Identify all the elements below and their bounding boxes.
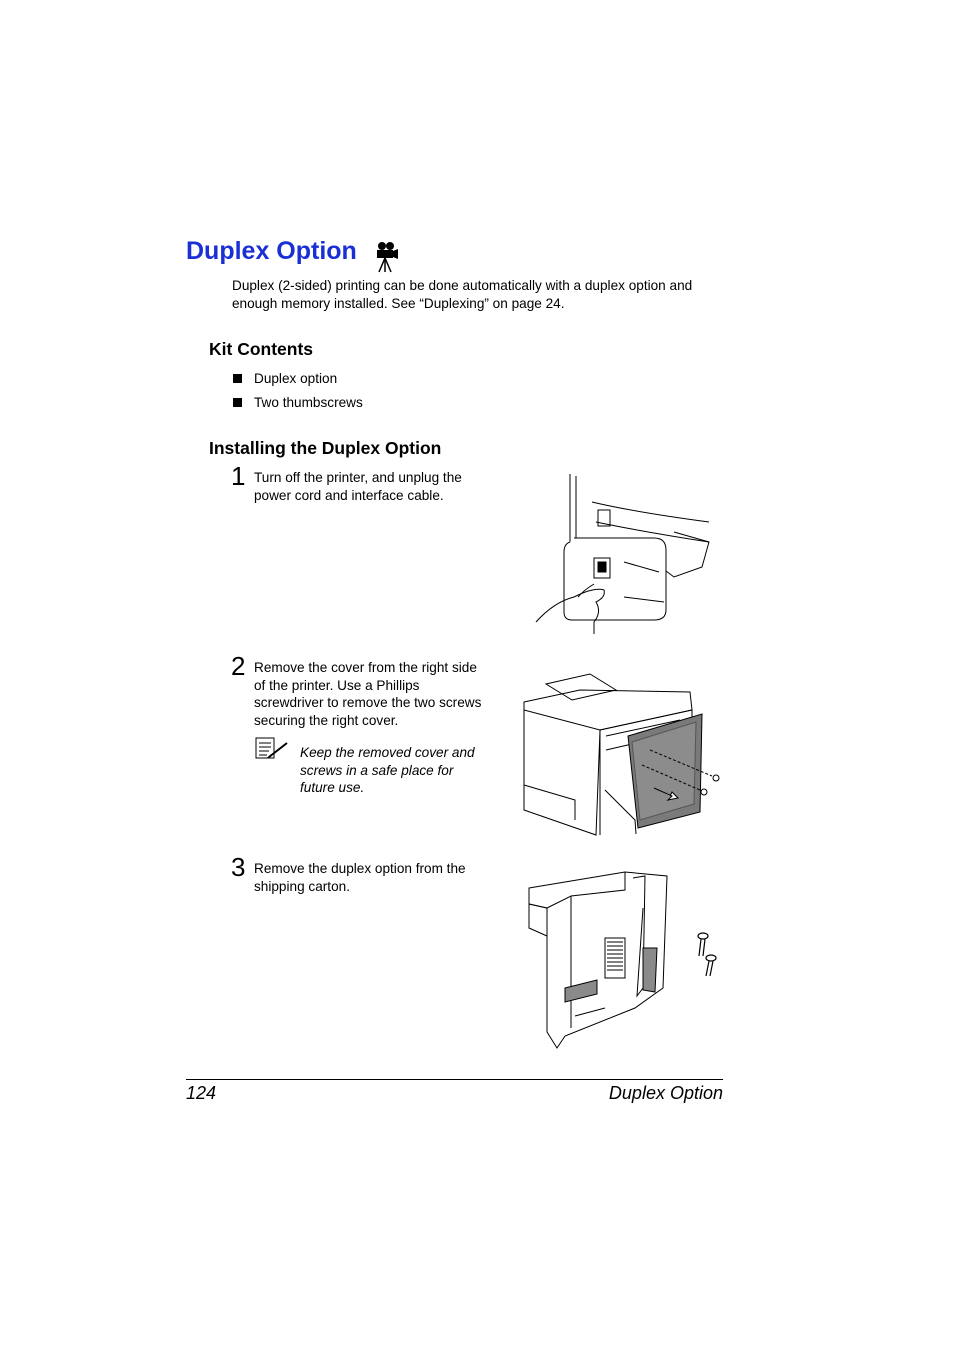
step-1-number: 1 (231, 461, 246, 491)
duplex-option-illustration (525, 868, 725, 1053)
list-item: Duplex option (233, 370, 337, 388)
bullet-square-icon (233, 398, 242, 407)
step-1-text: Turn off the printer, and unplug the power cord and interface cable. (254, 470, 462, 503)
note-text: Keep the removed cover and screws in a safe place for future use. (300, 745, 475, 795)
step-2-text: Remove the cover from the right side of the printer. Use a Phillips screwdriver to remove the two screws securing the right cover. (254, 660, 482, 728)
page-number: 124 (186, 1083, 217, 1103)
step-3-text: Remove the duplex option from the shipping carton. (254, 861, 466, 894)
bullet-square-icon (233, 374, 242, 383)
footer-rule (186, 1079, 723, 1080)
unplug-printer-illustration (534, 472, 714, 637)
remove-cover-illustration (520, 670, 725, 840)
intro-paragraph: Duplex (2-sided) printing can be done automatically with a duplex option and enough memory installed. See “Duplexing” on page 24. (232, 278, 693, 311)
page-title: Duplex Option (186, 237, 357, 265)
step-2-number: 2 (231, 651, 246, 681)
list-item: Two thumbscrews (233, 394, 363, 412)
footer-section-title: Duplex Option (608, 1083, 723, 1103)
kit-contents-heading: Kit Contents (209, 339, 314, 359)
step-3-number: 3 (231, 852, 246, 882)
movie-camera-icon[interactable] (371, 240, 401, 274)
note-pencil-icon (255, 737, 289, 759)
installing-heading: Installing the Duplex Option (209, 438, 442, 458)
